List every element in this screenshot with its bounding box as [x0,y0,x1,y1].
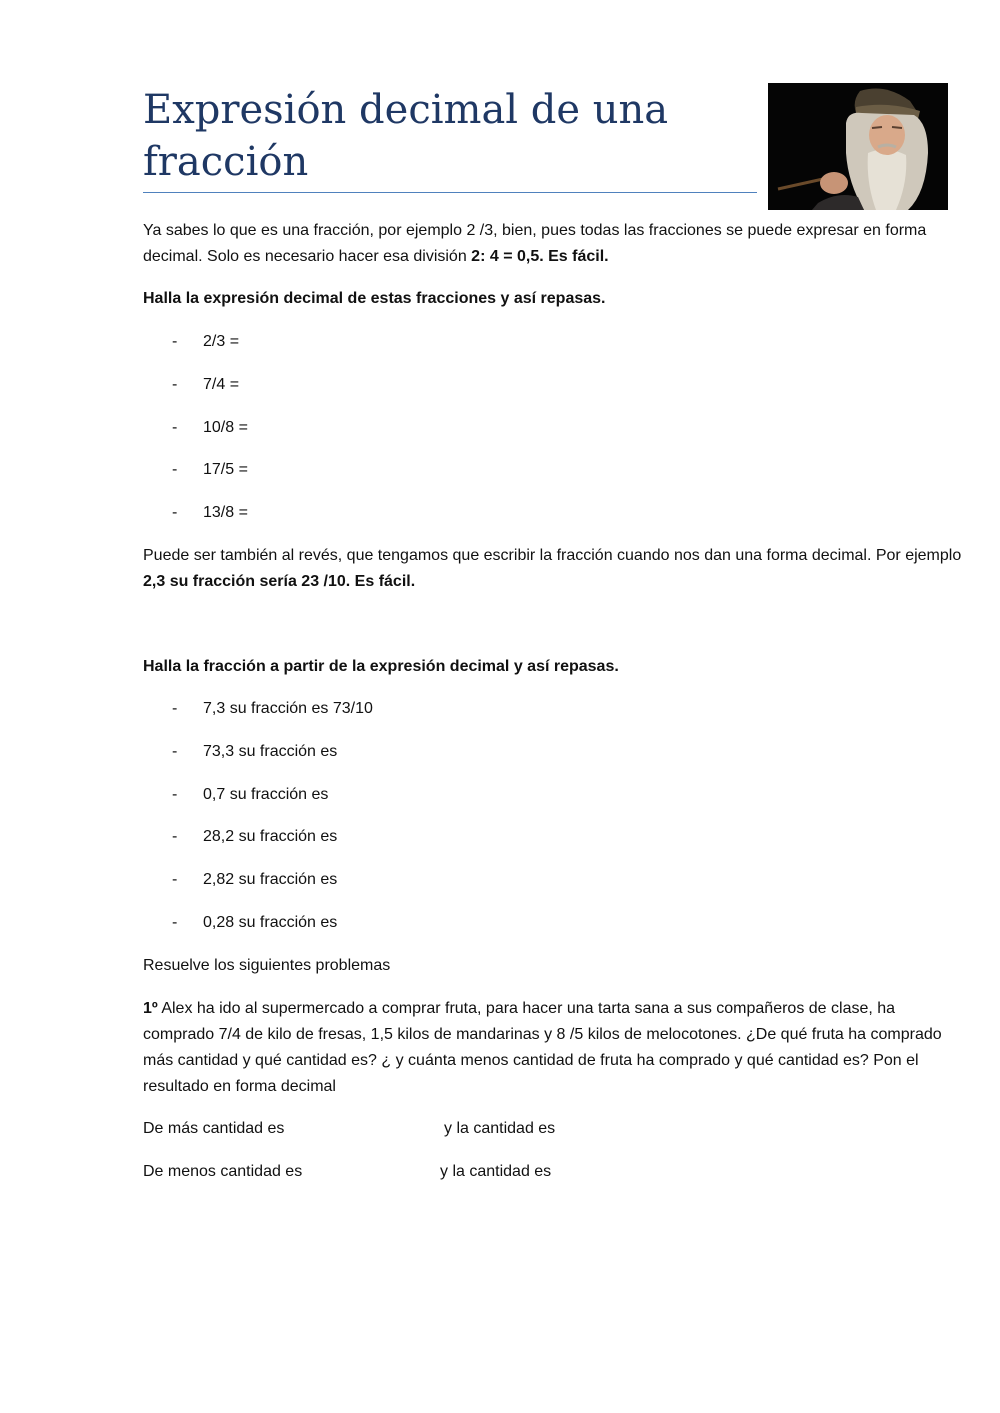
list-item: - 10/8 = [172,419,248,436]
title-divider [143,192,757,193]
answer-less-label: De menos cantidad es [143,1163,303,1180]
answer-more-quantity-label: y la cantidad es [444,1120,556,1137]
list-item: - 7/4 = [172,376,240,393]
list-item: - 7,3 su fracción es 73/10 [172,700,373,717]
intro-paragraph [143,218,965,270]
list-item-text: 17/5 = [203,461,248,478]
list-item-text: 2/3 = [203,333,240,350]
section1-heading [143,286,965,312]
page-title: Expresión decimal de una fracción [143,87,669,185]
list-item-text: 7,3 su fracción es 73/10 [203,700,373,717]
section2-heading-text: Halla la fracción a partir de la expresión decimal y así repasas. [143,658,619,675]
list-item: - 2/3 = [172,333,240,350]
problem-number: 1º [143,1000,158,1017]
intro-bold-example: 2: 4 = 0,5. Es fácil. [471,248,609,265]
problems-heading: Resuelve los siguientes problemas [143,957,391,974]
wizard-portrait-image [768,83,948,210]
list-item: - 13/8 = [172,504,248,521]
list-item-text: 73,3 su fracción es [203,743,338,760]
list-item-text: 0,28 su fracción es [203,914,338,931]
list-item-text: 7/4 = [203,376,240,393]
list-item: - 0,7 su fracción es [172,786,329,803]
list-item: - 17/5 = [172,461,248,478]
list-item: - 2,82 su fracción es [172,871,338,888]
section2-heading [143,654,965,680]
list-item-text: 10/8 = [203,419,248,436]
section1-heading-text: Halla la expresión decimal de estas fracciones y así repasas. [143,290,606,307]
intro-text: Ya sabes lo que es una fracción, por ejemplo 2 /3, bien, pues todas las fracciones se puede expresar en forma decimal. Solo es necesario hacer esa división [143,222,927,265]
list-item: - 73,3 su fracción es [172,743,338,760]
problem-1 [143,996,965,1100]
problem-1-text: Alex ha ido al supermercado a comprar fruta, para hacer una tarta sana a sus compañeros de clase, ha comprado 7/4 de kilo de fresas, 1,5 kilos de mandarinas y 8 /5 kilos de melocotones. ¿De qué fruta ha comprado más cantidad y qué cantidad es? ¿ y cuánta menos cantidad de fruta ha comprado y qué cantidad es? Pon el resultado en forma decimal [143,1000,942,1095]
reverse-text: Puede ser también al revés, que tengamos que escribir la fracción cuando nos dan una forma decimal. Por ejemplo [143,547,962,564]
reverse-paragraph [143,543,965,595]
list-item: - 0,28 su fracción es [172,914,338,931]
answer-less-quantity-label: y la cantidad es [440,1163,552,1180]
list-item: - 28,2 su fracción es [172,828,338,845]
list-item-text: 28,2 su fracción es [203,828,338,845]
reverse-bold-example: 2,3 su fracción sería 23 /10. Es fácil. [143,573,416,590]
answer-more-label: De más cantidad es [143,1120,285,1137]
list-item-text: 13/8 = [203,504,248,521]
list-item-text: 2,82 su fracción es [203,871,338,888]
list-item-text: 0,7 su fracción es [203,786,329,803]
